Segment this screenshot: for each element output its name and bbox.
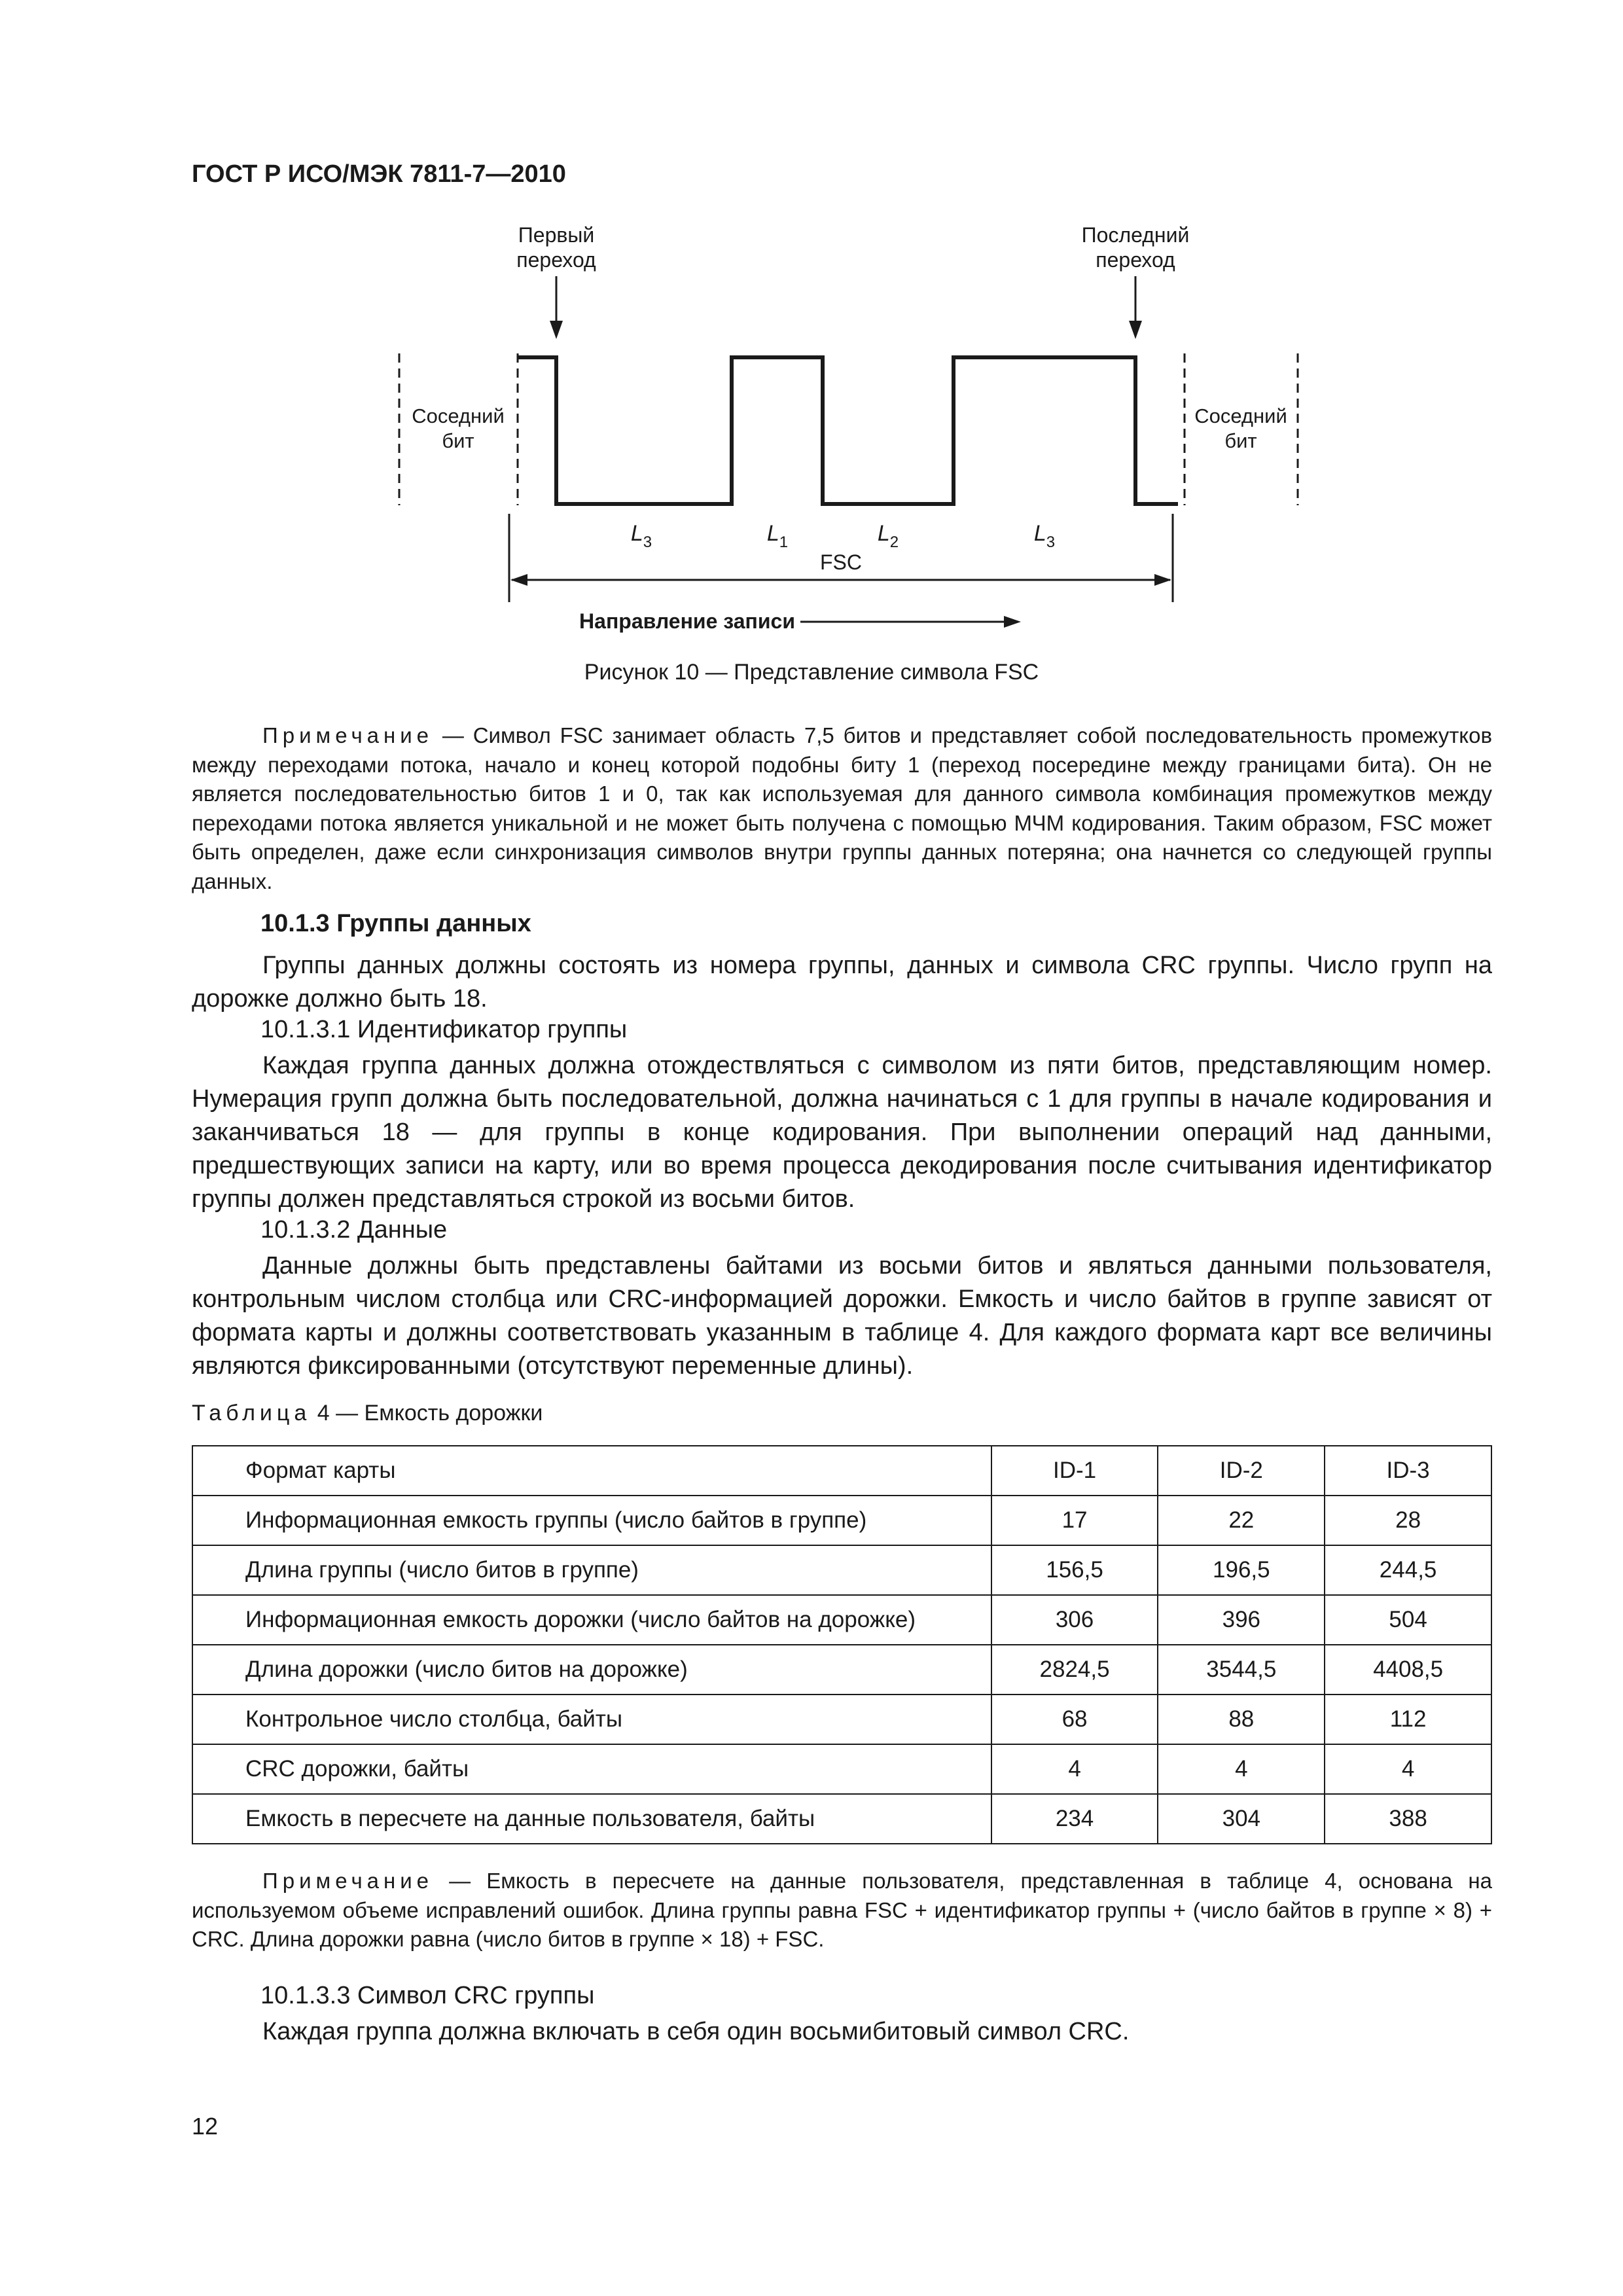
paragraph-data-groups: Группы данных должны состоять из номера группы, данных и символа CRC группы. Число групп на дорожке должно быть 18.	[192, 952, 1492, 1013]
fsc-dimension-arrow	[510, 574, 1171, 586]
paragraph-data: Данные должны быть представлены байтами из восьми битов и являться данными пользователя, контрольным числом столбца или CRC-информацией дорожки. Емкость и число байтов в группе зависят от формата карты и должны соответствовать указанным в таблице 4. Для каждого формата карт все величины являются фиксированными (отсутствуют переменные длины).	[192, 1252, 1492, 1380]
table-cell: 28	[1325, 1496, 1491, 1545]
table-cell: 112	[1325, 1695, 1491, 1744]
first-transition-label-1: Первый	[518, 223, 595, 247]
table-cell: 388	[1325, 1794, 1491, 1844]
table-cell: 244,5	[1325, 1545, 1491, 1595]
fsc-waveform	[518, 357, 1178, 504]
segment-label-l1: $L_1$	[766, 521, 789, 551]
table-note	[192, 1867, 1492, 1954]
fsc-label: FSC	[820, 550, 862, 574]
note-lead: Примечание	[262, 723, 434, 747]
table-row	[192, 1496, 1491, 1545]
table-header-cell: ID-1	[991, 1446, 1158, 1496]
figure-caption: Рисунок 10 — Представление символа FSC	[584, 660, 1039, 685]
segment-label-l3-b: $L_3$	[1033, 521, 1056, 551]
table-cell: 4	[991, 1744, 1158, 1794]
table-cell: CRC дорожки, байты	[192, 1744, 991, 1794]
segment-label-l2: $L_2$	[877, 521, 899, 551]
subsection-heading-data: 10.1.3.2 Данные	[260, 1216, 448, 1244]
last-transition-label-1: Последний	[1081, 223, 1190, 247]
note-text: — Символ FSC занимает область 7,5 битов и представляет собой последовательность промежутков между переходами потока, начало и конец которой подобны биту 1 (переход посередине между границами бита). Он не является последовательностью битов 1 и 0, так как используемая для данного символа комбинация промежутков между переходами потока является уникальной и не может быть получена с помощью МЧМ кодирования. Таким образом, FSC может быть определен, даже если синхронизация символов внутри группы данных потеряна; она начнется со следующей группы данных.	[192, 723, 1492, 893]
table-row	[192, 1645, 1491, 1695]
adjacent-bit-left-2: бит	[442, 429, 474, 452]
figure-note	[192, 721, 1492, 896]
table-cell: Длина группы (число битов в группе)	[192, 1545, 991, 1595]
table-cell: 396	[1158, 1595, 1325, 1645]
last-transition-label-2: переход	[1096, 248, 1175, 272]
table-cell: Информационная емкость группы (число байтов в группе)	[192, 1496, 991, 1545]
section-heading: 10.1.3 Группы данных	[260, 910, 531, 937]
table-cell: 3544,5	[1158, 1645, 1325, 1695]
segment-label-l3-a: $L_3$	[630, 521, 652, 551]
table-cell: 156,5	[991, 1545, 1158, 1595]
bit-boundaries	[399, 353, 1298, 505]
table-header-row	[192, 1446, 1491, 1496]
subsection-heading-group-id: 10.1.3.1 Идентификатор группы	[260, 1016, 628, 1043]
table-row	[192, 1744, 1491, 1794]
table-title-rest: 4 — Емкость дорожки	[311, 1401, 543, 1426]
table-row	[192, 1695, 1491, 1744]
table-cell: Длина дорожки (число битов на дорожке)	[192, 1645, 991, 1695]
table-row	[192, 1794, 1491, 1844]
first-transition-label-2: переход	[516, 248, 596, 272]
paragraph-group-id: Каждая группа данных должна отождествляться с символом из пяти битов, представляющим номер. Нумерация групп должна быть последовательной, должна начинаться с 1 для группы в начале кодирования и заканчиваться 18 — для группы в конце кодирования. При выполнении операций над данными, предшествующих записи на карту, или во время процесса декодирования после считывания идентификатор группы должен представляться строкой из восьми битов.	[192, 1052, 1492, 1213]
table-cell: 196,5	[1158, 1545, 1325, 1595]
table-cell: Контрольное число столбца, байты	[192, 1695, 991, 1744]
page-number: 12	[192, 2113, 219, 2140]
fsc-waveform-figure	[366, 216, 1315, 726]
table-header-cell: ID-2	[1158, 1446, 1325, 1496]
table-cell: Емкость в пересчете на данные пользователя, байты	[192, 1794, 991, 1844]
subsection-heading-crc: 10.1.3.3 Символ CRC группы	[260, 1982, 595, 2009]
table-cell: 68	[991, 1695, 1158, 1744]
document-header: ГОСТ Р ИСО/МЭК 7811-7—2010	[192, 160, 566, 188]
direction-arrow	[800, 616, 1021, 628]
note-lead: Примечание	[262, 1869, 434, 1893]
table-cell: 306	[991, 1595, 1158, 1645]
table-cell: 17	[991, 1496, 1158, 1545]
table-cell: 4408,5	[1325, 1645, 1491, 1695]
table-title	[192, 1401, 543, 1426]
table-header-cell: Формат карты	[192, 1446, 991, 1496]
table-cell: 4	[1325, 1744, 1491, 1794]
last-transition-arrow	[1129, 276, 1142, 339]
adjacent-bit-right-2: бит	[1224, 429, 1257, 452]
table-cell: Информационная емкость дорожки (число байтов на дорожке)	[192, 1595, 991, 1645]
table-row	[192, 1545, 1491, 1595]
adjacent-bit-left-1: Соседний	[412, 404, 505, 427]
table-header-cell: ID-3	[1325, 1446, 1491, 1496]
paragraph-crc: Каждая группа должна включать в себя один восьмибитовый символ CRC.	[262, 2018, 1130, 2045]
adjacent-bit-right-1: Соседний	[1194, 404, 1287, 427]
table-cell: 4	[1158, 1744, 1325, 1794]
note-text: — Емкость в пересчете на данные пользователя, представленная в таблице 4, основана на используемом объеме исправлений ошибок. Длина группы равна FSC + идентификатор группы + (число байтов в группе × 8) + CRC. Длина дорожки равна (число битов в группе × 18) + FSC.	[192, 1869, 1492, 1951]
direction-label: Направление записи	[579, 609, 795, 633]
table-cell: 88	[1158, 1695, 1325, 1744]
table-cell: 304	[1158, 1794, 1325, 1844]
fsc-waveform-svg	[366, 216, 1315, 726]
table-cell: 2824,5	[991, 1645, 1158, 1695]
table-cell: 22	[1158, 1496, 1325, 1545]
capacity-table	[192, 1445, 1492, 1844]
table-title-lead: Таблица	[192, 1401, 312, 1426]
table-cell: 234	[991, 1794, 1158, 1844]
table-cell: 504	[1325, 1595, 1491, 1645]
first-transition-arrow	[550, 276, 563, 339]
table-row	[192, 1595, 1491, 1645]
